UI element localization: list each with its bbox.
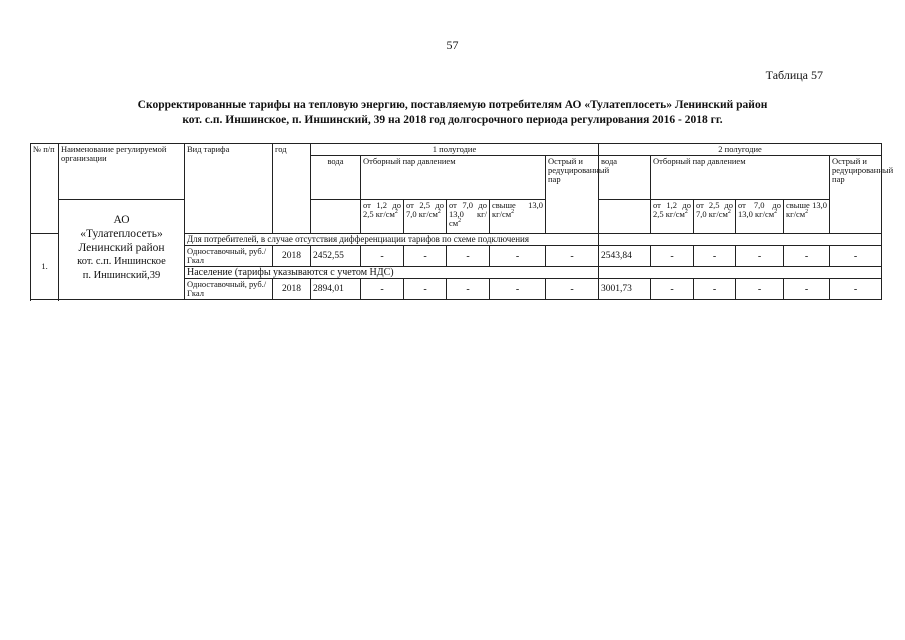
value-h1-p2: - bbox=[404, 246, 447, 267]
header-no: № п/п bbox=[31, 144, 59, 234]
header-year: год bbox=[273, 144, 311, 234]
header-h1-water-empty bbox=[311, 200, 361, 234]
value-h2-p2: - bbox=[694, 246, 736, 267]
value-h1-p3: - bbox=[447, 279, 490, 300]
document-title bbox=[60, 98, 845, 128]
org-line-5: п. Иншинский,39 bbox=[82, 270, 161, 281]
value-h2-water: 3001,73 bbox=[599, 279, 651, 300]
row-number: 1. bbox=[31, 234, 59, 300]
header-half-1: 1 полугодие bbox=[311, 144, 599, 156]
header-h1-p3: от 7,0 до 13,0 $кг/см^2$ bbox=[447, 200, 490, 234]
value-h2-p1: - bbox=[651, 246, 694, 267]
value-h2-p3: - bbox=[736, 246, 784, 267]
value-h1-water: 2894,01 bbox=[311, 279, 361, 300]
header-row-1 bbox=[31, 144, 882, 156]
header-h2-water-empty bbox=[599, 200, 651, 234]
header-h2-p3: от 7,0 до 13,0 $кг/см^2$ bbox=[736, 200, 784, 234]
org-line-4: кот. с.п. Иншинское bbox=[77, 256, 166, 267]
value-h2-water: 2543,84 bbox=[599, 246, 651, 267]
header-half-2: 2 полугодие bbox=[599, 144, 882, 156]
header-h2-p2: от 2,5 до 7,0 $кг/см^2$ bbox=[694, 200, 736, 234]
table-label: Таблица 57 bbox=[765, 68, 823, 82]
tariff-table bbox=[30, 143, 894, 300]
value-h1-p2: - bbox=[404, 279, 447, 300]
year-cell: 2018 bbox=[273, 246, 311, 267]
value-h1-p3: - bbox=[447, 246, 490, 267]
value-h1-sharp: - bbox=[546, 279, 599, 300]
org-line-2: «Тулатеплосеть» bbox=[80, 228, 163, 240]
header-h2-p4: свыше 13,0 $кг/см^2$ bbox=[784, 200, 830, 234]
page-number: 57 bbox=[446, 38, 459, 52]
value-h2-p1: - bbox=[651, 279, 694, 300]
section-population-empty bbox=[599, 267, 882, 279]
tariff-kind-cell: Одноставочный, руб./Гкал bbox=[185, 246, 273, 267]
value-h2-p3: - bbox=[736, 279, 784, 300]
value-h1-p1: - bbox=[361, 279, 404, 300]
value-h2-p4: - bbox=[784, 279, 830, 300]
value-h1-p1: - bbox=[361, 246, 404, 267]
header-org-name: Наименование регулируемой организации bbox=[59, 144, 185, 200]
value-h1-water: 2452,55 bbox=[311, 246, 361, 267]
value-h2-sharp: - bbox=[830, 246, 882, 267]
title-line-2: кот. с.п. Иншинское, п. Иншинский, 39 на 2018 год долгосрочного периода регулирования 2016 - 2018 гг. bbox=[182, 114, 723, 126]
org-name-cell bbox=[59, 200, 185, 300]
header-h1-p2: от 2,5 до 7,0 $кг/см^2$ bbox=[404, 200, 447, 234]
tariff-kind-cell: Одноставочный, руб./Гкал bbox=[185, 279, 273, 300]
header-h2-steam-pressure: Отборный пар давлением bbox=[651, 156, 830, 200]
header-h2-p1: от 1,2 до 2,5 $кг/см^2$ bbox=[651, 200, 694, 234]
header-row-3 bbox=[31, 200, 882, 234]
header-h1-sharp-steam: Острый и редуцированный пар bbox=[546, 156, 599, 234]
header-h1-water: вода bbox=[311, 156, 361, 200]
value-h1-sharp: - bbox=[546, 246, 599, 267]
title-line-1: Скорректированные тарифы на тепловую энергию, поставляемую потребителям АО «Тулатеплосеть» Ленинский район bbox=[137, 99, 768, 111]
org-line-1: АО bbox=[113, 214, 130, 226]
value-h2-p2: - bbox=[694, 279, 736, 300]
header-tariff-type: Вид тарифа bbox=[185, 144, 273, 234]
header-h2-water: вода bbox=[599, 156, 651, 200]
value-h1-p4: - bbox=[490, 246, 546, 267]
header-h1-steam-pressure: Отборный пар давлением bbox=[361, 156, 546, 200]
header-h2-sharp-steam: Острый и редуцированный пар bbox=[830, 156, 882, 234]
header-h1-p1: от 1,2 до 2,5 $кг/см^2$ bbox=[361, 200, 404, 234]
org-line-3: Ленинский район bbox=[78, 242, 165, 254]
section-consumers-empty bbox=[599, 234, 882, 246]
header-h1-p4: свыше 13,0 $кг/см^2$ bbox=[490, 200, 546, 234]
value-h2-sharp: - bbox=[830, 279, 882, 300]
year-cell: 2018 bbox=[273, 279, 311, 300]
value-h2-p4: - bbox=[784, 246, 830, 267]
value-h1-p4: - bbox=[490, 279, 546, 300]
section-population-label: Население (тарифы указываются с учетом НДС) bbox=[185, 267, 599, 279]
section-consumers-label: Для потребителей, в случае отсутствия дифференциации тарифов по схеме подключения bbox=[185, 234, 599, 246]
